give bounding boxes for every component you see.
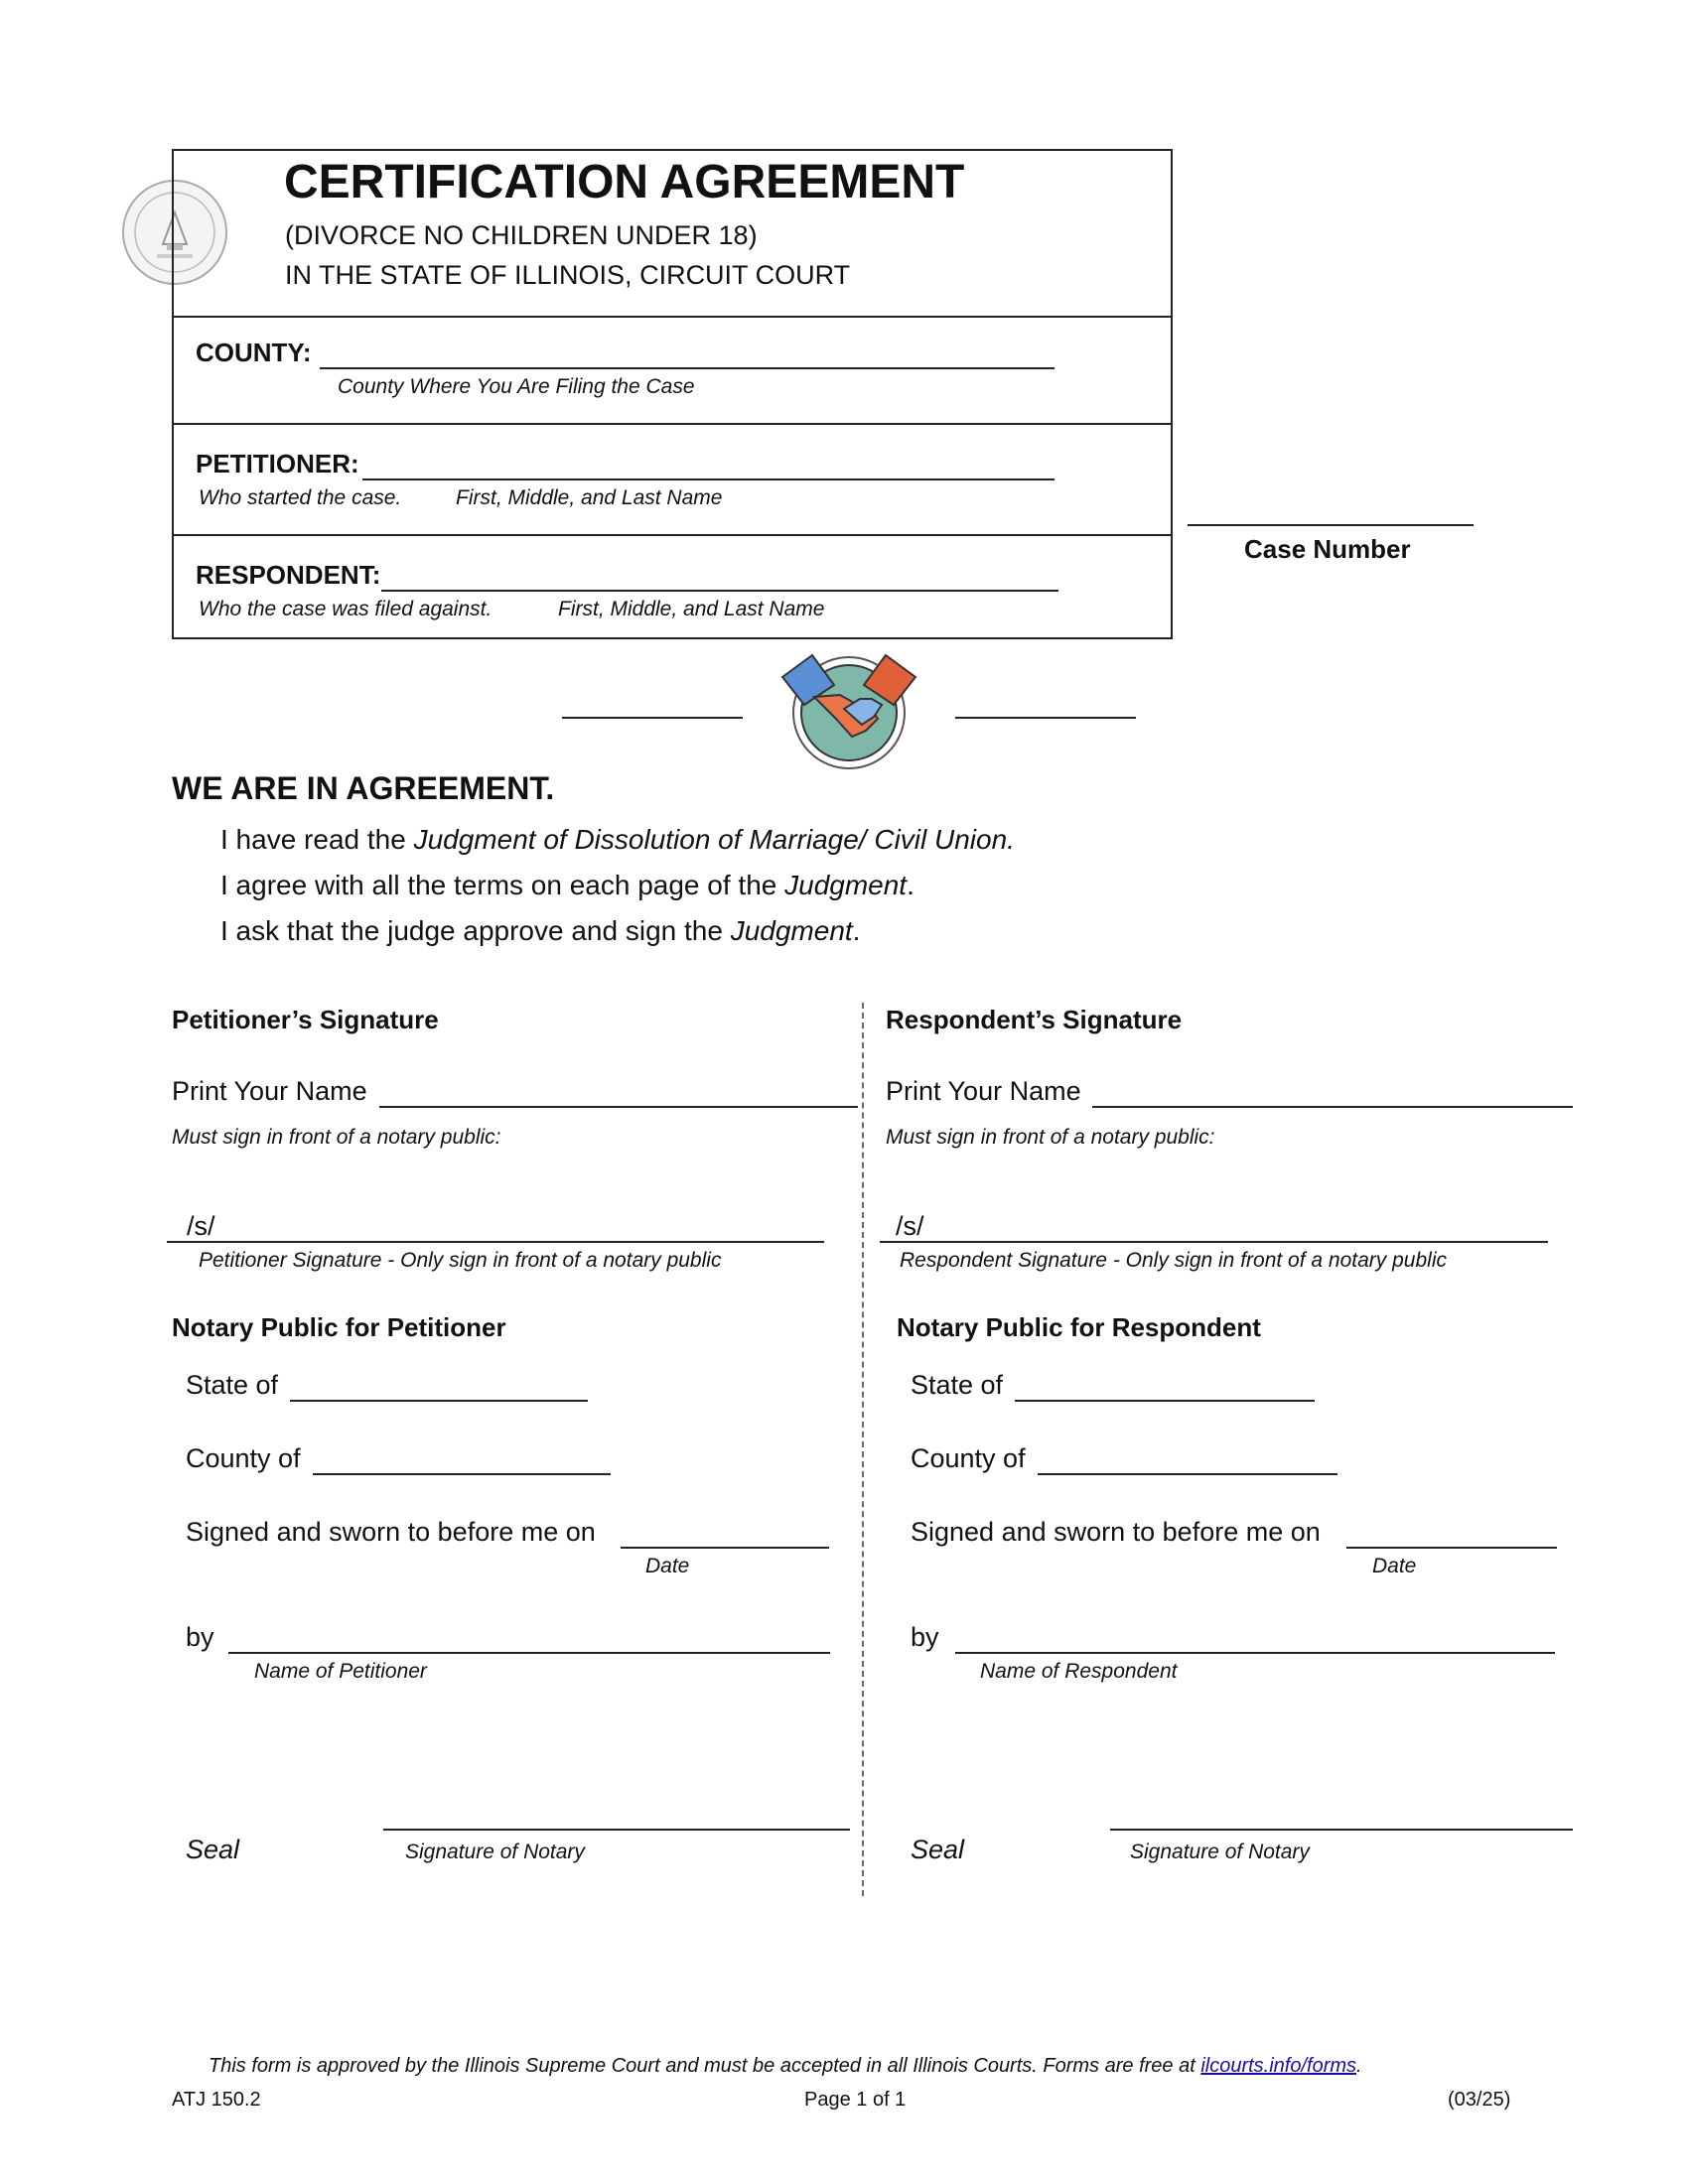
handshake-icon bbox=[774, 647, 923, 771]
form-title: CERTIFICATION AGREEMENT bbox=[284, 156, 965, 208]
respondent-notary-heading: Notary Public for Respondent bbox=[897, 1312, 1261, 1342]
court-name: IN THE STATE OF ILLINOIS, CIRCUIT COURT bbox=[285, 260, 851, 290]
petitioner-by-input[interactable] bbox=[228, 1652, 830, 1654]
petitioner-hint-role: Who started the case. bbox=[199, 486, 402, 509]
respondent-by-input[interactable] bbox=[955, 1652, 1555, 1654]
petitioner-print-name-label: Print Your Name bbox=[172, 1076, 367, 1106]
county-hint: County Where You Are Filing the Case bbox=[338, 375, 695, 398]
petitioner-notary-heading: Notary Public for Petitioner bbox=[172, 1312, 506, 1342]
petitioner-signature-hint: Petitioner Signature - Only sign in front of a notary public bbox=[199, 1249, 722, 1272]
petitioner-sworn-label: Signed and sworn to before me on bbox=[186, 1517, 596, 1547]
petitioner-hint-name: First, Middle, and Last Name bbox=[456, 486, 723, 509]
county-input[interactable] bbox=[320, 367, 1055, 369]
petitioner-print-name-input[interactable] bbox=[379, 1106, 858, 1108]
respondent-print-name-label: Print Your Name bbox=[886, 1076, 1081, 1106]
agreement-heading: WE ARE IN AGREEMENT. bbox=[172, 770, 555, 806]
petitioner-label: PETITIONER: bbox=[196, 449, 359, 478]
agreement-line-2: I agree with all the terms on each page of the Judgment. bbox=[220, 870, 914, 900]
column-divider bbox=[862, 1003, 864, 1896]
respondent-seal-label: Seal bbox=[911, 1835, 965, 1864]
respondent-notary-signature-input[interactable] bbox=[1110, 1829, 1573, 1831]
respondent-signature-heading: Respondent’s Signature bbox=[886, 1005, 1183, 1034]
case-number-input[interactable] bbox=[1188, 524, 1474, 526]
petitioner-county-input[interactable] bbox=[313, 1473, 611, 1475]
respondent-state-label: State of bbox=[911, 1370, 1004, 1400]
petitioner-seal-label: Seal bbox=[186, 1835, 240, 1864]
divider-right bbox=[955, 717, 1136, 719]
agreement-line-3: I ask that the judge approve and sign the Judgment. bbox=[220, 915, 861, 946]
respondent-notary-signature-hint: Signature of Notary bbox=[1130, 1841, 1310, 1863]
form-revision: (03/25) bbox=[1448, 2089, 1511, 2111]
footer-approval: This form is approved by the Illinois Supreme Court and must be accepted in all Illinois Courts. Forms are free at ilcourts.info/forms. bbox=[209, 2055, 1362, 2077]
petitioner-input[interactable] bbox=[362, 478, 1055, 480]
petitioner-name-hint: Name of Petitioner bbox=[254, 1660, 427, 1683]
agreement-line-1: I have read the Judgment of Dissolution of Marriage/ Civil Union. bbox=[220, 824, 1015, 855]
petitioner-state-label: State of bbox=[186, 1370, 279, 1400]
respondent-date-hint: Date bbox=[1372, 1555, 1417, 1577]
petitioner-notary-signature-input[interactable] bbox=[383, 1829, 850, 1831]
respondent-must-sign-note: Must sign in front of a notary public: bbox=[886, 1126, 1215, 1149]
petitioner-date-hint: Date bbox=[645, 1555, 690, 1577]
respondent-hint-role: Who the case was filed against. bbox=[199, 598, 492, 620]
respondent-sig-prefix: /s/ bbox=[896, 1211, 924, 1241]
county-label: COUNTY: bbox=[196, 338, 312, 367]
respondent-signature-input[interactable] bbox=[880, 1241, 1548, 1243]
petitioner-notary-signature-hint: Signature of Notary bbox=[405, 1841, 585, 1863]
case-number-label: Case Number bbox=[1244, 534, 1411, 564]
respondent-label: RESPONDENT: bbox=[196, 560, 381, 590]
petitioner-signature-heading: Petitioner’s Signature bbox=[172, 1005, 439, 1034]
respondent-input[interactable] bbox=[381, 590, 1058, 592]
respondent-print-name-input[interactable] bbox=[1092, 1106, 1573, 1108]
form-subtitle: (DIVORCE NO CHILDREN UNDER 18) bbox=[285, 220, 758, 250]
respondent-state-input[interactable] bbox=[1015, 1400, 1315, 1402]
petitioner-by-label: by bbox=[186, 1622, 214, 1652]
respondent-signature-hint: Respondent Signature - Only sign in front of a notary public bbox=[900, 1249, 1447, 1272]
petitioner-signature-input[interactable] bbox=[167, 1241, 824, 1243]
petitioner-state-input[interactable] bbox=[290, 1400, 588, 1402]
page-number: Page 1 of 1 bbox=[804, 2089, 907, 2111]
forms-link[interactable]: ilcourts.info/forms bbox=[1200, 2055, 1357, 2077]
respondent-by-label: by bbox=[911, 1622, 939, 1652]
petitioner-date-input[interactable] bbox=[621, 1547, 829, 1549]
divider-left bbox=[562, 717, 743, 719]
respondent-county-label: County of bbox=[911, 1443, 1026, 1473]
form-id: ATJ 150.2 bbox=[172, 2089, 261, 2111]
petitioner-sig-prefix: /s/ bbox=[187, 1211, 215, 1241]
respondent-sworn-label: Signed and sworn to before me on bbox=[911, 1517, 1321, 1547]
petitioner-county-label: County of bbox=[186, 1443, 301, 1473]
respondent-name-hint: Name of Respondent bbox=[980, 1660, 1178, 1683]
respondent-date-input[interactable] bbox=[1346, 1547, 1557, 1549]
petitioner-must-sign-note: Must sign in front of a notary public: bbox=[172, 1126, 501, 1149]
respondent-hint-name: First, Middle, and Last Name bbox=[558, 598, 825, 620]
respondent-county-input[interactable] bbox=[1038, 1473, 1337, 1475]
